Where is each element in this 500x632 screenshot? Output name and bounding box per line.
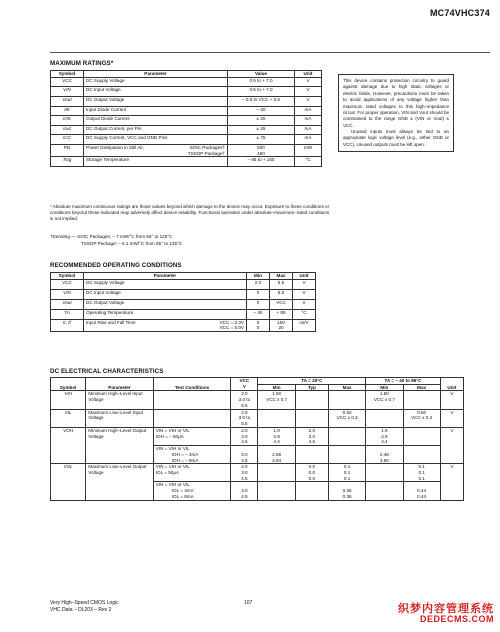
typ-25 [295, 391, 328, 409]
min-25 [258, 391, 295, 409]
parameter: Storage Temperature [84, 157, 228, 167]
table-row [51, 106, 322, 116]
max-85 [403, 464, 440, 482]
min-85 [366, 464, 403, 482]
parameter: DC Output Voltage [84, 96, 228, 106]
table-row-vih [51, 391, 464, 409]
vcc [231, 446, 258, 464]
value: 4.4 [273, 439, 280, 445]
value: VCC x 0.3 [411, 415, 433, 421]
parameter: Minimum High–Level Input Voltage [86, 391, 153, 409]
part-number: MC74VHC374 [429, 8, 490, 18]
derating-note-tssop: TSSOP Package: – 6.1 mW/°C from 65° to 125°C [81, 241, 183, 246]
value: VCC x 0.7 [373, 397, 395, 403]
roc-title: RECOMMENDED OPERATING CONDITIONS [50, 262, 182, 269]
test-conditions [153, 409, 231, 427]
min: 0 [247, 299, 270, 309]
vcc [231, 391, 258, 409]
vcc-value: 3.0 [241, 433, 248, 439]
unit: ns/V [293, 319, 316, 331]
page-number: 107 [244, 600, 253, 606]
col-symbol: Symbol [51, 273, 84, 280]
max-25 [328, 427, 365, 445]
symbol: IIK [51, 106, 84, 116]
test-conditions [153, 482, 231, 500]
min-5v: 0 [256, 325, 260, 331]
table-row-vil [51, 409, 464, 427]
value [228, 144, 295, 156]
value: 1.9 [273, 427, 280, 433]
protection-note-box [338, 74, 454, 152]
max-85 [403, 446, 440, 464]
value: 3.94 [272, 457, 282, 463]
unit: mA [295, 135, 322, 145]
value: 0.5 to + 7.0 [228, 87, 295, 97]
col-max-25: Max [328, 384, 365, 391]
table-row-voh [51, 427, 464, 445]
value: 0.1 [418, 475, 425, 481]
symbol: PD [51, 144, 84, 156]
table-row [51, 289, 316, 299]
symbol: VOH [51, 427, 86, 463]
vcc-value: 4.5 [241, 457, 248, 463]
col-unit: Unit [293, 273, 316, 280]
col-unit: Unit [440, 378, 463, 391]
footer-doc-info [50, 600, 119, 614]
protection-note-p2: Unused inputs must always be tied to an appropriate logic voltage level (e.g., either GND or VCC). Unused outputs must be left open. [343, 129, 449, 147]
symbol: VCC [51, 77, 84, 87]
parameter: DC Output Voltage [84, 299, 247, 309]
table-row [51, 125, 322, 135]
vcc-label: VCC [239, 378, 250, 383]
value: 3.0 [308, 433, 316, 439]
max: 5.5 [270, 279, 293, 289]
condition: IOH = – 50μA [155, 433, 184, 439]
table-row [51, 309, 316, 319]
condition: VIN = VIH or VIL [155, 482, 190, 488]
col-max: Max [270, 273, 293, 280]
table-row [51, 299, 316, 309]
parameter: DC Output Current, per Pin [84, 125, 228, 135]
unit: V [293, 289, 316, 299]
vcc-value: 2.0 [241, 409, 248, 415]
typ-25 [295, 427, 328, 445]
value: 0.1 [343, 475, 351, 481]
parameter [84, 144, 228, 156]
parameter [84, 319, 247, 331]
vcc-value: 3.0 [241, 451, 248, 457]
value: 1.50 [379, 391, 389, 397]
vcc-value: 4.5 [241, 493, 248, 499]
vcc-value: 4.5 [241, 475, 248, 481]
symbol: VCC [51, 279, 84, 289]
unit: V [293, 299, 316, 309]
parameter: DC Supply Voltage [84, 279, 247, 289]
value: 0.1 [343, 470, 351, 476]
value: VCC x 0.3 [336, 415, 358, 421]
table-row [51, 135, 322, 145]
value: 4.5 [308, 439, 316, 445]
vcc [231, 482, 258, 500]
symbol: VIL [51, 409, 86, 427]
symbol: tr, tf [51, 319, 84, 331]
condition: IOL = 4mA [171, 488, 194, 494]
dc-table [50, 377, 464, 501]
col-parameter: Parameter [84, 273, 247, 280]
col-symbol: Symbol [51, 71, 84, 78]
typ-25 [295, 409, 328, 427]
min-85 [366, 427, 403, 445]
col-symbol: Symbol [51, 378, 86, 391]
max-85 [403, 391, 440, 409]
min-25 [258, 409, 295, 427]
vcc [231, 409, 258, 427]
max-25 [328, 464, 365, 482]
unit: V [440, 391, 463, 409]
parameter: Output Diode Current [84, 116, 228, 126]
condition-soic: SOIC Packages† [189, 144, 225, 150]
value: 4.4 [381, 439, 388, 445]
max-25 [328, 446, 365, 464]
vcc-value: 5.5 [241, 421, 248, 427]
col-parameter: Parameter [86, 378, 153, 391]
table-header-row [51, 273, 316, 280]
col-ta-85: TA = – 40 to 85°C [366, 378, 441, 385]
parameter: Input Diode Current [84, 106, 228, 116]
value: VCC x 0.7 [266, 397, 288, 403]
value: 0.44 [417, 493, 427, 499]
value: 0.1 [418, 464, 425, 470]
test-conditions [153, 464, 231, 482]
vcc [231, 464, 258, 482]
col-max-85: Max [403, 384, 440, 391]
symbol: IOK [51, 116, 84, 126]
unit: V [295, 87, 322, 97]
col-unit: Unit [295, 71, 322, 78]
unit: V [440, 427, 463, 463]
col-min: Min [247, 273, 270, 280]
protection-note-p1: This device contains protection circuitry to guard against damage due to high static voltages or electric fields. However, precautions must be taken to avoid applications of any voltage higher than maximum rated voltages to this high–impedance circuit. For proper operation, VIN and Vout should be constrained to the range GND ≤ (VIN or Vout) ≤ VCC. [343, 78, 449, 128]
value: ± 20 [228, 116, 295, 126]
min-85 [366, 409, 403, 427]
value: 0.44 [417, 488, 427, 494]
test-conditions [153, 391, 231, 409]
value: 0.0 [308, 470, 316, 476]
min-25 [258, 482, 295, 500]
min-85 [366, 391, 403, 409]
unit: mA [295, 125, 322, 135]
value: 0.0 [308, 464, 316, 470]
max: VCC [270, 299, 293, 309]
condition: IOH = – 4mA [171, 451, 199, 457]
max-5v: 20 [278, 325, 284, 331]
value: 1.9 [381, 427, 388, 433]
max-ratings-title: MAXIMUM RATINGS* [50, 60, 114, 67]
max: 5.5 [270, 289, 293, 299]
parameter: Maximum Low–Level Input Voltage [86, 409, 153, 427]
value: 2.0 [308, 427, 316, 433]
parameter: DC Input Voltage [84, 289, 247, 299]
parameter: DC Input Voltage [84, 87, 228, 97]
parameter-text: Power Dissipation in Still Air, [86, 144, 144, 150]
unit: V [440, 464, 463, 500]
vcc [231, 427, 258, 445]
value: 0.36 [342, 488, 352, 494]
footer-line-2: VHC Data – DL203 – Rev 2 [50, 607, 112, 613]
typ-25 [295, 464, 328, 482]
col-vcc [231, 378, 258, 391]
table-header-row [51, 71, 322, 78]
value: 0.50 [417, 409, 427, 415]
condition: IOL = 8mA [171, 493, 194, 499]
value: – 0.5 to VCC + 0.5 [228, 96, 295, 106]
symbol: Vout [51, 96, 84, 106]
unit: °C [293, 309, 316, 319]
min-85 [366, 482, 403, 500]
symbol: Iout [51, 125, 84, 135]
max [270, 319, 293, 331]
col-parameter: Parameter [84, 71, 228, 78]
min: 0 [247, 289, 270, 299]
unit: V [293, 279, 316, 289]
parameter: DC Supply Current, VCC and GND Pins [84, 135, 228, 145]
min-85 [366, 446, 403, 464]
value: 0.0 [308, 475, 316, 481]
col-value: Value [228, 71, 295, 78]
table-row [51, 319, 316, 331]
condition: IOH = – 8mA [171, 457, 199, 463]
min-25 [258, 446, 295, 464]
table-row [51, 144, 322, 156]
condition-5v: VCC = 5.0V [219, 325, 244, 331]
min [247, 319, 270, 331]
parameter-text: Input Rise and Fall Time [86, 319, 136, 325]
col-ta-25: TA = 25°C [258, 378, 366, 385]
value: ± 75 [228, 135, 295, 145]
symbol: Tstg [51, 157, 84, 167]
value: 0.36 [342, 493, 352, 499]
symbol: Vout [51, 299, 84, 309]
unit: V [440, 409, 463, 427]
condition-tssop: TSSOP Package† [187, 150, 225, 156]
condition: VIN = VIH or VIL [155, 446, 190, 452]
vcc-value: 3.0 [241, 488, 248, 494]
min-25 [258, 427, 295, 445]
value: 0.50 [342, 409, 352, 415]
value: 3.80 [379, 457, 389, 463]
header-rule [50, 52, 490, 53]
test-conditions [153, 446, 231, 464]
parameter: Maximum Low–Level Output Voltage [86, 464, 153, 500]
min-3v3: 0 [256, 319, 260, 325]
derating-note-soic: †Derating — SOIC Packages: – 7 mW/°C from 65° to 125°C [50, 234, 173, 239]
min: – 40 [247, 309, 270, 319]
value: ± 25 [228, 125, 295, 135]
value: – 65 to + 150 [228, 157, 295, 167]
table-row [51, 157, 322, 167]
unit: mA [295, 116, 322, 126]
value: 2.58 [272, 451, 282, 457]
col-typ-25: Typ [295, 384, 328, 391]
max-25 [328, 391, 365, 409]
symbol: VIH [51, 391, 86, 409]
watermark-text: 织梦内容管理系统 [398, 603, 494, 615]
watermark-domain: DEDECMS.COM [419, 614, 494, 624]
value: 0.1 [343, 464, 351, 470]
condition: IOL = 50μA [155, 470, 180, 476]
typ-25 [295, 446, 328, 464]
min-25 [258, 464, 295, 482]
max-ratings-table [50, 70, 322, 167]
max-85 [403, 409, 440, 427]
symbol: VIN [51, 87, 84, 97]
table-row [51, 77, 322, 87]
max-25 [328, 482, 365, 500]
test-conditions [153, 427, 231, 445]
unit: °C [295, 157, 322, 167]
vcc-value: 4.5 [241, 439, 248, 445]
vcc-unit: V [242, 383, 246, 389]
footer-line-1: Very High–Speed CMOS Logic [50, 600, 119, 606]
parameter: DC Supply Voltage [84, 77, 228, 87]
condition: VIN = VIH or VIL [155, 427, 190, 433]
roc-table [50, 272, 316, 332]
parameter: Operating Temperature [84, 309, 247, 319]
table-row [51, 116, 322, 126]
symbol: VIN [51, 289, 84, 299]
value: – 20 [228, 106, 295, 116]
vcc-value: 5.5 [241, 402, 248, 408]
value-tssop: 450 [257, 150, 265, 156]
unit: V [295, 96, 322, 106]
col-test-conditions: Test Conditions [153, 378, 231, 391]
symbol: TA [51, 309, 84, 319]
table-row [51, 279, 316, 289]
table-row [51, 96, 322, 106]
unit: mA [295, 106, 322, 116]
condition-3v3: VCC = 3.3V [219, 319, 244, 325]
col-min-85: Min [366, 384, 403, 391]
max-25 [328, 409, 365, 427]
value: 2.48 [379, 451, 389, 457]
vcc-value: 2.0 [241, 427, 248, 433]
col-min-25: Min [258, 384, 295, 391]
vcc-value: 2.0 [241, 464, 248, 470]
max-3v3: 100 [277, 319, 285, 325]
value: 0.5 to + 7.0 [228, 77, 295, 87]
table-header-row [51, 378, 464, 385]
unit: mW [295, 144, 322, 156]
max-ratings-note: * Absolute maximum continuous ratings are those values beyond which damage to the device may occur. Exposure to these conditions or conditions beyond those indicated may adversely affect device reliability. Functional operation under absolute–maximum–rated conditions is not implied. [50, 204, 330, 222]
symbol: ICC [51, 135, 84, 145]
table-row [51, 87, 322, 97]
value: 1.50 [272, 391, 282, 397]
unit: V [295, 77, 322, 87]
vcc-value: 3.0 to [238, 415, 251, 421]
condition: VIN = VIH or VIL [155, 464, 190, 470]
vcc-value: 3.0 [241, 470, 248, 476]
value: 0.1 [418, 470, 425, 476]
max: + 85 [270, 309, 293, 319]
table-row-vol [51, 464, 464, 482]
vcc-value: 3.0 to [238, 397, 251, 403]
typ-25 [295, 482, 328, 500]
parameter: Minimum High–Level Output Voltage [86, 427, 153, 463]
max-85 [403, 427, 440, 445]
min: 2.0 [247, 279, 270, 289]
symbol: VOL [51, 464, 86, 500]
max-85 [403, 482, 440, 500]
value-soic: 500 [257, 144, 265, 150]
value: 2.9 [381, 433, 388, 439]
dc-title: DC ELECTRICAL CHARACTERISTICS [50, 368, 164, 375]
value: 2.9 [273, 433, 280, 439]
vcc-value: 2.0 [241, 391, 248, 397]
